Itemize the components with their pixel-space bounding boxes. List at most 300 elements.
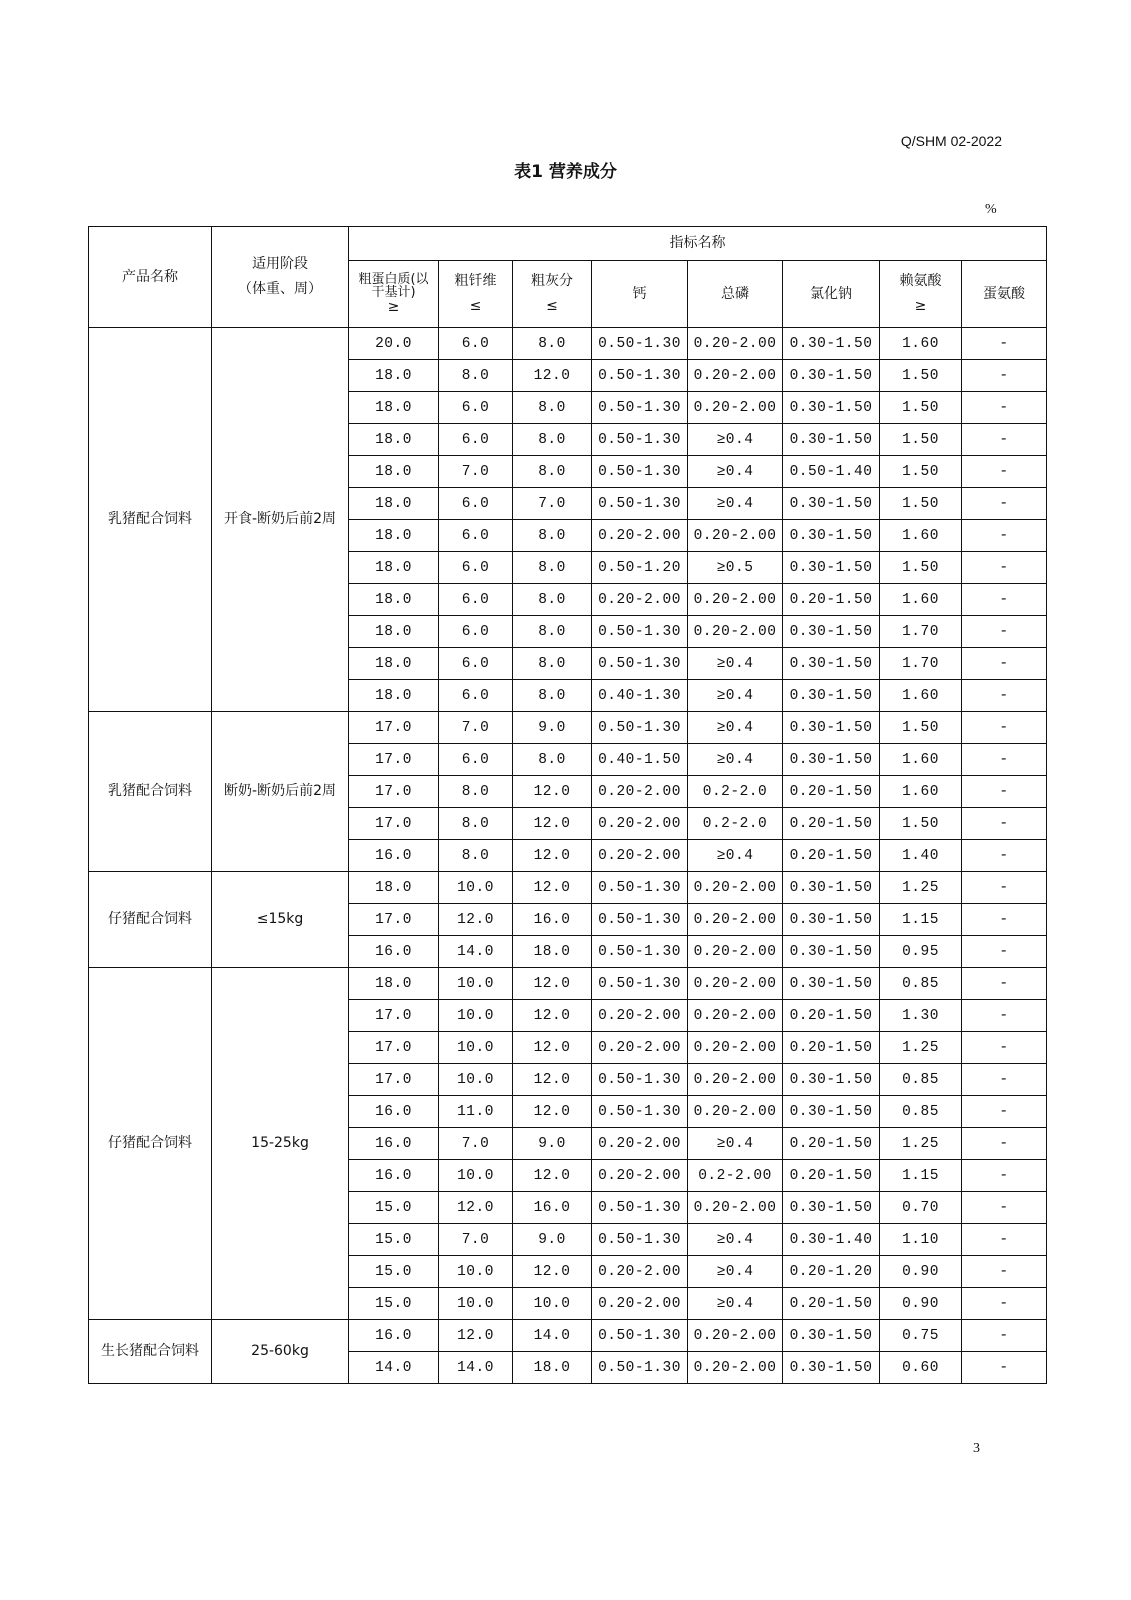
value-cell: 10.0: [439, 968, 513, 1000]
value-cell: 9.0: [513, 712, 592, 744]
value-cell: 18.0: [349, 616, 439, 648]
value-cell: 7.0: [439, 1224, 513, 1256]
value-cell: 0.50-1.30: [592, 616, 688, 648]
value-cell: 18.0: [349, 360, 439, 392]
value-cell: 12.0: [513, 1000, 592, 1032]
table-row: [89, 1320, 1047, 1352]
value-cell: 6.0: [439, 680, 513, 712]
value-cell: 1.50: [880, 360, 962, 392]
value-cell: 7.0: [439, 456, 513, 488]
value-cell: -: [962, 424, 1047, 456]
value-cell: 8.0: [513, 616, 592, 648]
value-cell: 0.20-2.00: [688, 1064, 783, 1096]
value-cell: 1.60: [880, 520, 962, 552]
value-cell: 0.50-1.30: [592, 360, 688, 392]
value-cell: -: [962, 328, 1047, 360]
value-cell: 8.0: [513, 520, 592, 552]
value-cell: 0.20-2.00: [688, 872, 783, 904]
value-cell: -: [962, 488, 1047, 520]
value-cell: 18.0: [349, 520, 439, 552]
value-cell: 1.40: [880, 840, 962, 872]
value-cell: 8.0: [513, 456, 592, 488]
value-cell: -: [962, 1000, 1047, 1032]
value-cell: 12.0: [513, 776, 592, 808]
value-cell: 1.50: [880, 456, 962, 488]
product-name-cell: 乳猪配合饲料: [89, 328, 212, 712]
value-cell: 0.50-1.30: [592, 936, 688, 968]
value-cell: 1.15: [880, 904, 962, 936]
value-cell: -: [962, 776, 1047, 808]
value-cell: 7.0: [439, 1128, 513, 1160]
header-stage-line1: 适用阶段: [252, 256, 308, 272]
column-header: [513, 261, 592, 328]
value-cell: 12.0: [513, 1256, 592, 1288]
value-cell: 0.50-1.30: [592, 1064, 688, 1096]
value-cell: 0.30-1.50: [783, 1192, 880, 1224]
value-cell: 16.0: [513, 1192, 592, 1224]
value-cell: 16.0: [349, 1160, 439, 1192]
value-cell: 0.2-2.0: [688, 808, 783, 840]
value-cell: 1.50: [880, 808, 962, 840]
value-cell: 8.0: [513, 680, 592, 712]
product-name-cell: 生长猪配合饲料: [89, 1320, 212, 1384]
value-cell: 0.20-1.50: [783, 1000, 880, 1032]
value-cell: -: [962, 584, 1047, 616]
value-cell: 10.0: [439, 1032, 513, 1064]
value-cell: 16.0: [349, 1128, 439, 1160]
column-header-name: 总磷: [721, 285, 749, 302]
value-cell: 0.30-1.50: [783, 872, 880, 904]
value-cell: 1.60: [880, 776, 962, 808]
value-cell: 0.85: [880, 1064, 962, 1096]
column-header: [880, 261, 962, 328]
value-cell: 0.50-1.30: [592, 1320, 688, 1352]
value-cell: 0.2-2.0: [688, 776, 783, 808]
value-cell: 0.20-2.00: [592, 1256, 688, 1288]
value-cell: 10.0: [439, 872, 513, 904]
column-header: [349, 261, 439, 328]
value-cell: -: [962, 360, 1047, 392]
value-cell: 6.0: [439, 488, 513, 520]
value-cell: 0.30-1.50: [783, 616, 880, 648]
value-cell: 0.30-1.50: [783, 552, 880, 584]
value-cell: -: [962, 520, 1047, 552]
value-cell: 0.20-1.50: [783, 1128, 880, 1160]
value-cell: 0.20-2.00: [592, 840, 688, 872]
value-cell: 0.30-1.50: [783, 392, 880, 424]
value-cell: 1.50: [880, 712, 962, 744]
value-cell: 0.70: [880, 1192, 962, 1224]
unit-label: %: [985, 202, 997, 217]
stage-cell: 断奶-断奶后前2周: [212, 712, 349, 872]
value-cell: -: [962, 1224, 1047, 1256]
value-cell: 0.20-2.00: [688, 936, 783, 968]
value-cell: 0.20-2.00: [592, 1128, 688, 1160]
column-header-name: 粗灰分: [531, 273, 573, 289]
value-cell: 0.20-2.00: [688, 1000, 783, 1032]
value-cell: -: [962, 840, 1047, 872]
value-cell: 0.20-2.00: [688, 584, 783, 616]
value-cell: 0.20-2.00: [592, 520, 688, 552]
value-cell: 1.15: [880, 1160, 962, 1192]
value-cell: 0.20-2.00: [688, 968, 783, 1000]
column-header-name: 粗蛋白质(以干基计): [358, 271, 429, 300]
value-cell: 1.70: [880, 648, 962, 680]
value-cell: 6.0: [439, 744, 513, 776]
value-cell: 17.0: [349, 744, 439, 776]
column-header: [688, 261, 783, 328]
value-cell: 12.0: [513, 872, 592, 904]
value-cell: 12.0: [439, 1320, 513, 1352]
value-cell: 17.0: [349, 712, 439, 744]
value-cell: 0.50-1.30: [592, 1224, 688, 1256]
value-cell: 0.30-1.50: [783, 680, 880, 712]
header-product-name: 产品名称: [89, 227, 212, 328]
value-cell: 8.0: [513, 328, 592, 360]
value-cell: 18.0: [513, 1352, 592, 1384]
table-row: [89, 328, 1047, 360]
value-cell: ≥0.4: [688, 456, 783, 488]
value-cell: 18.0: [349, 552, 439, 584]
value-cell: 1.50: [880, 424, 962, 456]
value-cell: -: [962, 936, 1047, 968]
value-cell: 0.50-1.30: [592, 392, 688, 424]
value-cell: -: [962, 712, 1047, 744]
value-cell: 17.0: [349, 904, 439, 936]
value-cell: 0.20-2.00: [688, 1096, 783, 1128]
value-cell: 18.0: [349, 648, 439, 680]
value-cell: 0.30-1.50: [783, 424, 880, 456]
value-cell: -: [962, 1160, 1047, 1192]
value-cell: 17.0: [349, 1032, 439, 1064]
value-cell: 0.50-1.30: [592, 648, 688, 680]
value-cell: 18.0: [349, 968, 439, 1000]
value-cell: 6.0: [439, 552, 513, 584]
page-number: 3: [973, 1441, 980, 1456]
value-cell: 16.0: [349, 1096, 439, 1128]
value-cell: 1.50: [880, 552, 962, 584]
value-cell: 18.0: [349, 488, 439, 520]
value-cell: 14.0: [439, 936, 513, 968]
value-cell: 6.0: [439, 392, 513, 424]
value-cell: 0.50-1.30: [592, 968, 688, 1000]
value-cell: 1.60: [880, 584, 962, 616]
value-cell: -: [962, 1064, 1047, 1096]
value-cell: 12.0: [439, 1192, 513, 1224]
stage-cell: 25-60kg: [212, 1320, 349, 1384]
value-cell: -: [962, 648, 1047, 680]
value-cell: 0.20-2.00: [592, 1160, 688, 1192]
header-stage: [212, 227, 349, 328]
value-cell: 17.0: [349, 1064, 439, 1096]
value-cell: 0.30-1.50: [783, 328, 880, 360]
column-header-name: 氯化钠: [810, 285, 852, 302]
value-cell: -: [962, 1288, 1047, 1320]
value-cell: 1.60: [880, 328, 962, 360]
value-cell: 0.50-1.30: [592, 1192, 688, 1224]
value-cell: 0.30-1.50: [783, 712, 880, 744]
value-cell: 0.30-1.50: [783, 520, 880, 552]
value-cell: 7.0: [513, 488, 592, 520]
value-cell: 0.20-2.00: [688, 1320, 783, 1352]
value-cell: 0.20-1.20: [783, 1256, 880, 1288]
value-cell: -: [962, 1032, 1047, 1064]
value-cell: 0.20-2.00: [688, 1032, 783, 1064]
header-stage-line2: （体重、周）: [238, 281, 322, 297]
column-header-name: 蛋氨酸: [983, 285, 1025, 302]
value-cell: 16.0: [513, 904, 592, 936]
document-number: Q/SHM 02-2022: [900, 133, 1002, 149]
stage-cell: 15-25kg: [212, 968, 349, 1320]
value-cell: -: [962, 968, 1047, 1000]
value-cell: 11.0: [439, 1096, 513, 1128]
value-cell: 12.0: [513, 1032, 592, 1064]
value-cell: 18.0: [349, 872, 439, 904]
value-cell: 18.0: [349, 392, 439, 424]
value-cell: 20.0: [349, 328, 439, 360]
value-cell: 0.85: [880, 1096, 962, 1128]
value-cell: 12.0: [439, 904, 513, 936]
value-cell: 0.50-1.30: [592, 328, 688, 360]
value-cell: ≥0.4: [688, 744, 783, 776]
value-cell: 6.0: [439, 520, 513, 552]
value-cell: -: [962, 552, 1047, 584]
value-cell: 1.25: [880, 1032, 962, 1064]
value-cell: -: [962, 744, 1047, 776]
value-cell: 14.0: [513, 1320, 592, 1352]
table-row: [89, 872, 1047, 904]
value-cell: 0.30-1.50: [783, 968, 880, 1000]
value-cell: 12.0: [513, 1160, 592, 1192]
column-header: [962, 261, 1047, 328]
value-cell: ≥0.4: [688, 1128, 783, 1160]
value-cell: 12.0: [513, 968, 592, 1000]
value-cell: -: [962, 1256, 1047, 1288]
value-cell: 10.0: [513, 1288, 592, 1320]
value-cell: 6.0: [439, 584, 513, 616]
value-cell: ≥0.4: [688, 1256, 783, 1288]
product-name-cell: 仔猪配合饲料: [89, 968, 212, 1320]
value-cell: -: [962, 616, 1047, 648]
value-cell: 10.0: [439, 1288, 513, 1320]
value-cell: 10.0: [439, 1160, 513, 1192]
value-cell: 1.50: [880, 392, 962, 424]
value-cell: 18.0: [349, 584, 439, 616]
table-row: [89, 712, 1047, 744]
value-cell: 0.50-1.30: [592, 712, 688, 744]
value-cell: 0.50-1.30: [592, 456, 688, 488]
value-cell: 17.0: [349, 1000, 439, 1032]
value-cell: 8.0: [439, 776, 513, 808]
value-cell: 0.20-1.50: [783, 808, 880, 840]
value-cell: 0.2-2.00: [688, 1160, 783, 1192]
product-name-cell: 仔猪配合饲料: [89, 872, 212, 968]
value-cell: 7.0: [439, 712, 513, 744]
value-cell: ≥0.4: [688, 1288, 783, 1320]
value-cell: 0.20-1.50: [783, 584, 880, 616]
value-cell: 0.20-2.00: [688, 616, 783, 648]
value-cell: 17.0: [349, 808, 439, 840]
product-name-cell: 乳猪配合饲料: [89, 712, 212, 872]
column-header-symbol: ≥: [914, 298, 927, 314]
value-cell: -: [962, 680, 1047, 712]
value-cell: -: [962, 808, 1047, 840]
value-cell: 0.20-2.00: [688, 392, 783, 424]
value-cell: 0.30-1.40: [783, 1224, 880, 1256]
value-cell: 0.20-2.00: [592, 776, 688, 808]
value-cell: 15.0: [349, 1192, 439, 1224]
value-cell: 10.0: [439, 1256, 513, 1288]
value-cell: 0.30-1.50: [783, 936, 880, 968]
nutrition-table: [88, 226, 1047, 1384]
value-cell: -: [962, 872, 1047, 904]
column-header-name: 粗钎维: [454, 273, 497, 289]
value-cell: -: [962, 392, 1047, 424]
value-cell: ≥0.4: [688, 712, 783, 744]
value-cell: 8.0: [513, 424, 592, 456]
column-header: [783, 261, 880, 328]
value-cell: 12.0: [513, 360, 592, 392]
value-cell: 12.0: [513, 1096, 592, 1128]
value-cell: 1.60: [880, 744, 962, 776]
value-cell: 8.0: [439, 840, 513, 872]
stage-cell: 开食-断奶后前2周: [212, 328, 349, 712]
value-cell: 8.0: [513, 744, 592, 776]
value-cell: 1.30: [880, 1000, 962, 1032]
value-cell: 0.50-1.30: [592, 1096, 688, 1128]
value-cell: 0.20-1.50: [783, 840, 880, 872]
value-cell: 18.0: [349, 680, 439, 712]
value-cell: 15.0: [349, 1224, 439, 1256]
value-cell: ≥0.4: [688, 424, 783, 456]
value-cell: 14.0: [349, 1352, 439, 1384]
table-title: 表1 营养成分: [514, 162, 617, 182]
value-cell: 0.20-2.00: [592, 584, 688, 616]
value-cell: 16.0: [349, 936, 439, 968]
header-indicator-group: 指标名称: [349, 227, 1047, 261]
value-cell: -: [962, 456, 1047, 488]
value-cell: 1.25: [880, 872, 962, 904]
value-cell: ≥0.4: [688, 680, 783, 712]
value-cell: 0.75: [880, 1320, 962, 1352]
column-header: [592, 261, 688, 328]
value-cell: 1.50: [880, 488, 962, 520]
value-cell: 8.0: [439, 808, 513, 840]
value-cell: 0.90: [880, 1288, 962, 1320]
value-cell: 10.0: [439, 1064, 513, 1096]
value-cell: 0.50-1.40: [783, 456, 880, 488]
value-cell: 0.20-2.00: [688, 360, 783, 392]
value-cell: 0.50-1.30: [592, 488, 688, 520]
value-cell: 0.20-2.00: [688, 520, 783, 552]
value-cell: 0.20-1.50: [783, 1288, 880, 1320]
value-cell: 0.20-1.50: [783, 1160, 880, 1192]
value-cell: 1.10: [880, 1224, 962, 1256]
value-cell: 0.20-2.00: [688, 904, 783, 936]
value-cell: 0.95: [880, 936, 962, 968]
value-cell: 0.40-1.30: [592, 680, 688, 712]
value-cell: 0.20-2.00: [688, 1192, 783, 1224]
value-cell: 0.60: [880, 1352, 962, 1384]
value-cell: 0.30-1.50: [783, 1320, 880, 1352]
value-cell: 0.20-2.00: [592, 1288, 688, 1320]
column-header-symbol: ≥: [387, 298, 400, 315]
value-cell: 0.30-1.50: [783, 1352, 880, 1384]
value-cell: 1.60: [880, 680, 962, 712]
value-cell: 0.90: [880, 1256, 962, 1288]
value-cell: 6.0: [439, 424, 513, 456]
value-cell: -: [962, 904, 1047, 936]
value-cell: 18.0: [349, 456, 439, 488]
value-cell: ≥0.4: [688, 488, 783, 520]
value-cell: -: [962, 1096, 1047, 1128]
value-cell: 0.20-2.00: [592, 1032, 688, 1064]
value-cell: 9.0: [513, 1224, 592, 1256]
value-cell: -: [962, 1192, 1047, 1224]
value-cell: 6.0: [439, 328, 513, 360]
value-cell: 16.0: [349, 1320, 439, 1352]
value-cell: 12.0: [513, 1064, 592, 1096]
value-cell: 0.50-1.30: [592, 904, 688, 936]
value-cell: 17.0: [349, 776, 439, 808]
table-row: [89, 968, 1047, 1000]
value-cell: 1.70: [880, 616, 962, 648]
value-cell: ≥0.4: [688, 648, 783, 680]
column-header-symbol: ≤: [546, 298, 558, 314]
value-cell: 0.30-1.50: [783, 1064, 880, 1096]
value-cell: 0.20-2.00: [592, 1000, 688, 1032]
value-cell: 0.50-1.20: [592, 552, 688, 584]
column-header-name: 钙: [632, 285, 647, 302]
column-header: [439, 261, 513, 328]
value-cell: ≥0.4: [688, 1224, 783, 1256]
value-cell: 0.20-1.50: [783, 1032, 880, 1064]
value-cell: 10.0: [439, 1000, 513, 1032]
value-cell: 12.0: [513, 840, 592, 872]
value-cell: 0.20-2.00: [688, 1352, 783, 1384]
value-cell: ≥0.5: [688, 552, 783, 584]
value-cell: 0.30-1.50: [783, 1096, 880, 1128]
value-cell: 0.30-1.50: [783, 488, 880, 520]
column-header-name: 赖氨酸: [899, 273, 942, 289]
value-cell: 0.50-1.30: [592, 424, 688, 456]
value-cell: 8.0: [439, 360, 513, 392]
value-cell: 0.40-1.50: [592, 744, 688, 776]
value-cell: 0.30-1.50: [783, 360, 880, 392]
value-cell: 12.0: [513, 808, 592, 840]
value-cell: 8.0: [513, 392, 592, 424]
value-cell: 0.20-2.00: [592, 808, 688, 840]
value-cell: ≥0.4: [688, 840, 783, 872]
value-cell: 0.30-1.50: [783, 744, 880, 776]
value-cell: 6.0: [439, 648, 513, 680]
value-cell: 0.30-1.50: [783, 904, 880, 936]
value-cell: 0.30-1.50: [783, 648, 880, 680]
value-cell: 15.0: [349, 1288, 439, 1320]
value-cell: -: [962, 1128, 1047, 1160]
value-cell: 18.0: [349, 424, 439, 456]
value-cell: 6.0: [439, 616, 513, 648]
value-cell: 8.0: [513, 648, 592, 680]
value-cell: -: [962, 1352, 1047, 1384]
value-cell: 16.0: [349, 840, 439, 872]
value-cell: 8.0: [513, 552, 592, 584]
value-cell: 0.85: [880, 968, 962, 1000]
value-cell: 0.20-1.50: [783, 776, 880, 808]
value-cell: 0.50-1.30: [592, 1352, 688, 1384]
stage-cell: ≤15kg: [212, 872, 349, 968]
value-cell: 14.0: [439, 1352, 513, 1384]
